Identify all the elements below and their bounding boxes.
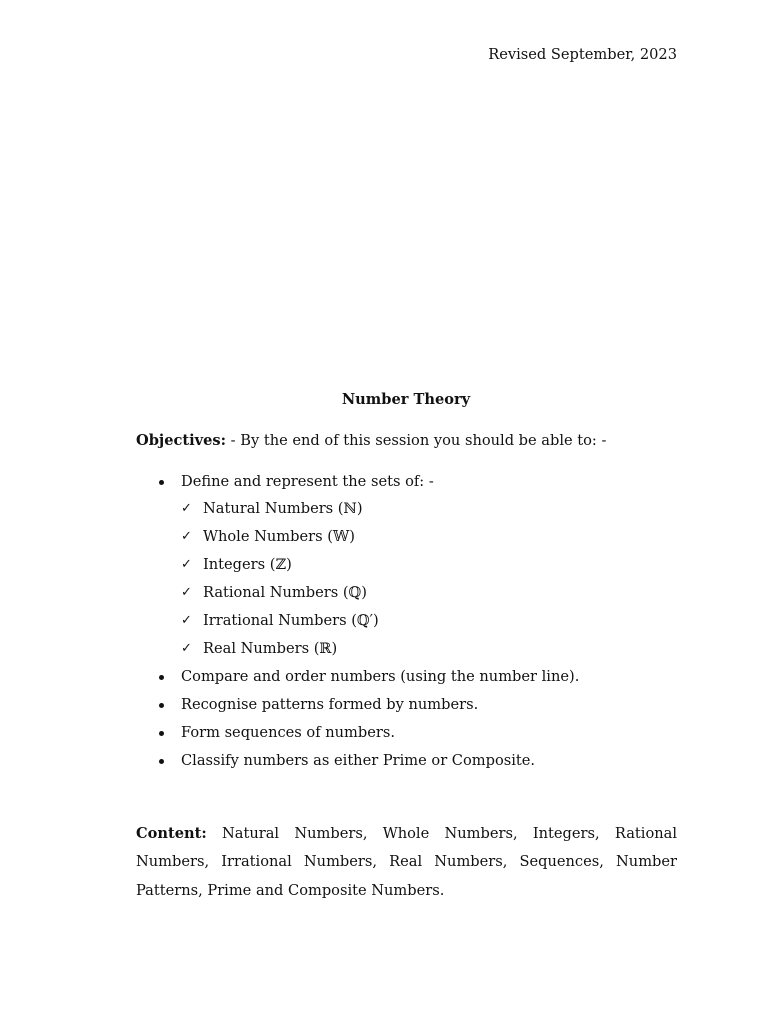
number-set-item xyxy=(136,640,696,658)
bullet-dot-icon xyxy=(159,703,164,708)
number-set-text: Natural Numbers (ℕ) xyxy=(203,500,363,517)
objective-item-text: Define and represent the sets of: - xyxy=(181,473,434,490)
check-mark-icon: ✓ xyxy=(181,529,192,544)
check-mark-icon: ✓ xyxy=(181,613,192,628)
check-mark-icon: ✓ xyxy=(181,501,192,516)
check-mark-icon: ✓ xyxy=(181,557,192,572)
objectives-label: Objectives: xyxy=(136,432,227,449)
number-set-item xyxy=(136,528,696,546)
number-set-item xyxy=(136,500,696,518)
number-set-text: Rational Numbers (ℚ) xyxy=(203,584,367,601)
content-text: Natural Numbers, Whole Numbers, Integers, Rational Numbers, Irrational Numbers, Real Numbers, Sequences, Number Patterns, Prime and Composite Numbers. xyxy=(136,825,677,899)
check-mark-icon: ✓ xyxy=(181,641,192,656)
objective-item-text: Compare and order numbers (using the number line). xyxy=(181,668,580,685)
bullet-dot-icon xyxy=(159,675,164,680)
objective-item xyxy=(136,696,696,714)
revision-date: Revised September, 2023 xyxy=(488,46,677,63)
bullet-dot-icon xyxy=(159,731,164,736)
objectives-text: - By the end of this session you should be able to: - xyxy=(226,432,607,449)
number-set-item xyxy=(136,584,696,602)
content-paragraph xyxy=(136,820,677,905)
page-title: Number Theory xyxy=(341,391,471,408)
objective-item xyxy=(136,752,696,770)
bullet-dot-icon xyxy=(159,480,164,485)
number-set-text: Integers (ℤ) xyxy=(203,556,292,573)
bullet-dot-icon xyxy=(159,759,164,764)
number-set-text: Irrational Numbers (ℚ′) xyxy=(203,612,379,629)
objective-item xyxy=(136,473,696,491)
number-set-text: Real Numbers (ℝ) xyxy=(203,640,338,657)
number-set-item xyxy=(136,612,696,630)
number-sets-list xyxy=(136,500,696,658)
objective-item-text: Recognise patterns formed by numbers. xyxy=(181,696,479,713)
objective-item xyxy=(136,668,696,686)
objectives-paragraph xyxy=(136,432,606,450)
objective-item-text: Classify numbers as either Prime or Composite. xyxy=(181,752,536,769)
objective-item-text: Form sequences of numbers. xyxy=(181,724,395,741)
number-set-text: Whole Numbers (𝕎) xyxy=(203,528,355,545)
objective-item xyxy=(136,724,696,742)
content-label: Content: xyxy=(136,825,207,842)
number-set-item xyxy=(136,556,696,574)
objectives-list xyxy=(136,473,696,780)
check-mark-icon: ✓ xyxy=(181,585,192,600)
